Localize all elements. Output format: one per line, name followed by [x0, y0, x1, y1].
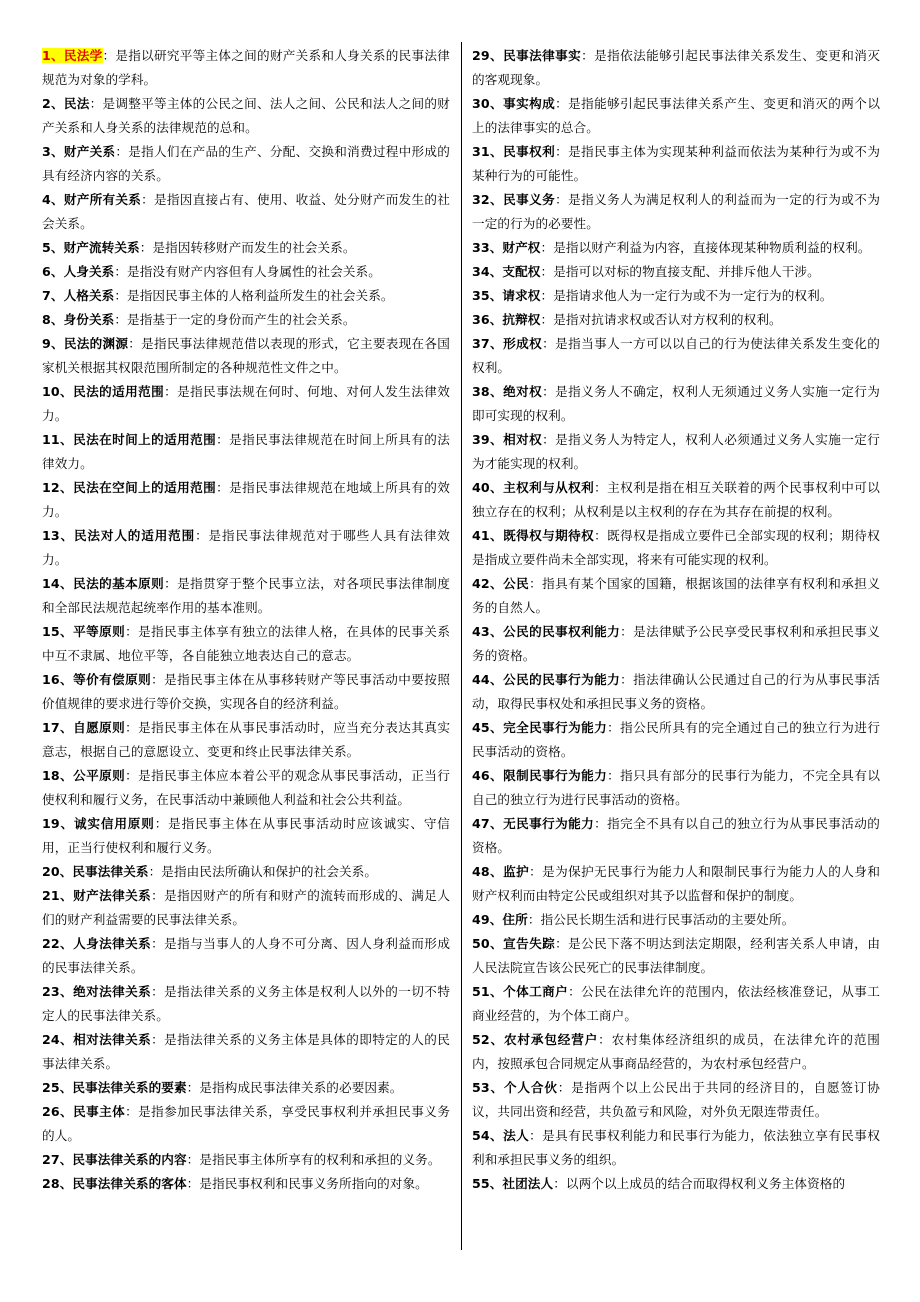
entry-number: 22、 — [42, 936, 74, 951]
entry-separator: ： — [553, 1176, 566, 1191]
entry-separator: ： — [557, 1080, 572, 1095]
definition-entry — [472, 764, 880, 812]
entry-separator: ： — [128, 336, 142, 351]
entry-term: 民法 — [63, 96, 90, 111]
entry-definition: 是指民事主体为实现某种利益而依法为某种行为或不为某种行为的可能性。 — [472, 144, 881, 183]
entry-definition: 是法律赋予公民享受民事权利和承担民事义务的资格。 — [472, 624, 880, 663]
entry-number: 13、 — [42, 528, 74, 543]
entry-definition: 是指义务人为满足权利人的利益而为一定的行为或不为一定的行为的必要性。 — [472, 192, 881, 231]
entry-term: 民法在空间上的适用范围 — [73, 480, 217, 495]
entry-number: 15、 — [42, 624, 74, 639]
entry-term: 个人合伙 — [503, 1080, 558, 1095]
entry-term: 完全民事行为能力 — [503, 720, 608, 735]
definition-entry — [42, 1100, 450, 1148]
entry-term: 无民事行为能力 — [503, 816, 595, 831]
entry-term: 财产关系 — [63, 144, 116, 159]
entry-separator: ： — [542, 432, 556, 447]
entry-term: 财产权 — [502, 240, 541, 255]
entry-definition: 是指对抗请求权或否认对方权利的权利。 — [553, 312, 782, 327]
entry-separator: ： — [540, 240, 554, 255]
definition-entry — [42, 188, 450, 236]
entry-number: 27、 — [42, 1152, 73, 1167]
entry-definition: 是指以财产利益为内容，直接体现某种物质利益的权利。 — [553, 240, 871, 255]
entry-definition: 是指法律关系的义务主体是权利人以外的一切不特定人的民事法律关系。 — [42, 984, 451, 1023]
entry-separator: ： — [529, 1128, 543, 1143]
entry-separator: ： — [620, 672, 634, 687]
entry-number: 24、 — [42, 1032, 74, 1047]
definition-entry — [42, 620, 450, 668]
entry-term: 公民 — [503, 576, 530, 591]
entry-separator: ： — [154, 816, 169, 831]
entry-term: 等价有偿原则 — [73, 672, 152, 687]
entry-definition: 是指请求他人为一定行为或不为一定行为的权利。 — [553, 288, 833, 303]
entry-definition: 是指与当事人的人身不可分离、因人身利益而形成的民事法律关系。 — [42, 936, 451, 975]
definition-entry — [42, 308, 450, 332]
definition-entry — [472, 44, 880, 92]
definition-entry — [472, 332, 880, 380]
entry-separator: ： — [151, 888, 165, 903]
entry-term: 既得权与期待权 — [503, 528, 595, 543]
entry-separator: ： — [195, 528, 209, 543]
entry-separator: ： — [594, 480, 608, 495]
entry-number: 39、 — [472, 432, 504, 447]
entry-term: 人身法律关系 — [73, 936, 152, 951]
entry-number: 17、 — [42, 720, 74, 735]
right-column — [472, 44, 880, 1196]
entry-term: 请求权 — [502, 288, 541, 303]
entry-definition: 是指依法能够引起民事法律关系发生、变更和消灭的客观现象。 — [472, 48, 881, 87]
definition-entry — [472, 716, 880, 764]
definition-entry — [42, 44, 450, 92]
definition-entry — [42, 932, 450, 980]
definition-entry — [42, 284, 450, 308]
entry-number: 46、 — [472, 768, 504, 783]
entry-definition: 是指能够引起民事法律关系产生、变更和消灭的两个以上的法律事实的总合。 — [472, 96, 881, 135]
entry-number: 9、 — [42, 336, 64, 351]
entry-separator: ： — [151, 936, 165, 951]
entry-definition: 是指法律关系的义务主体是具体的即特定的人的民事法律关系。 — [42, 1032, 451, 1071]
definition-entry — [472, 380, 880, 428]
definition-entry — [472, 668, 880, 716]
entry-separator: ： — [186, 1080, 200, 1095]
entry-number: 18、 — [42, 768, 74, 783]
entry-number: 26、 — [42, 1104, 74, 1119]
entry-definition: 是指因转移财产而发生的社会关系。 — [152, 240, 356, 255]
entry-separator: ： — [216, 480, 230, 495]
entry-term: 农村承包经营户 — [503, 1032, 599, 1047]
entry-separator: ： — [164, 384, 178, 399]
entry-term: 财产所有关系 — [63, 192, 142, 207]
entry-number: 31、 — [472, 144, 504, 159]
entry-number: 32、 — [472, 192, 504, 207]
entry-definition: 是指以研究平等主体之间的财产关系和人身关系的民事法律规范为对象的学科。 — [42, 48, 450, 87]
definition-entry — [42, 524, 450, 572]
entry-separator: ： — [114, 312, 128, 327]
entry-term: 个体工商户 — [503, 984, 569, 999]
entry-separator: ： — [594, 528, 608, 543]
entry-definition: 农村集体经济组织的成员，在法律允许的范围内，按照承包合同规定从事商品经营的，为农村承包经营户。 — [472, 1032, 881, 1071]
entry-definition: 是指民事主体在从事民事活动时应该诚实、守信用，正当行使权利和履行义务。 — [42, 816, 450, 855]
entry-separator: ： — [102, 48, 116, 63]
entry-number: 5、 — [42, 240, 64, 255]
entry-separator: ： — [216, 432, 230, 447]
entry-definition: 是指民事主体所享有的权利和承担的义务。 — [199, 1152, 441, 1167]
entry-number: 33、 — [472, 240, 503, 255]
entry-separator: ： — [568, 984, 582, 999]
entry-separator: ： — [151, 672, 165, 687]
entry-term: 民事主体 — [73, 1104, 126, 1119]
definition-entry — [42, 380, 450, 428]
definition-entry — [42, 668, 450, 716]
entry-term: 民法对人的适用范围 — [73, 528, 196, 543]
entry-definition: 是指因直接占有、使用、收益、处分财产而发生的社会关系。 — [42, 192, 450, 231]
entry-number: 36、 — [472, 312, 503, 327]
definition-entry — [42, 1148, 450, 1172]
entry-separator: ： — [151, 1032, 165, 1047]
entry-number: 44、 — [472, 672, 504, 687]
entry-separator: ： — [540, 264, 554, 279]
entry-number: 28、 — [42, 1176, 73, 1191]
entry-term: 民事法律关系的内容 — [72, 1152, 187, 1167]
entry-number: 51、 — [472, 984, 504, 999]
entry-number: 47、 — [472, 816, 504, 831]
definition-entry — [472, 980, 880, 1028]
definition-entry — [472, 92, 880, 140]
entry-separator: ： — [148, 864, 162, 879]
entry-separator: ： — [555, 144, 569, 159]
entry-definition: 是指因财产的所有和财产的流转而形成的、满足人们的财产利益需要的民事法律关系。 — [42, 888, 451, 927]
entry-separator: ： — [125, 1104, 139, 1119]
entry-number: 48、 — [472, 864, 504, 879]
entry-separator: ： — [89, 96, 103, 111]
entry-term: 宣告失踪 — [503, 936, 556, 951]
entry-number: 37、 — [472, 336, 504, 351]
entry-definition: 指公民所具有的完全通过自己的独立行为进行民事活动的资格。 — [472, 720, 881, 759]
entry-number: 6、 — [42, 264, 64, 279]
entry-number: 49、 — [472, 912, 503, 927]
entry-separator: ： — [115, 144, 129, 159]
entry-term: 支配权 — [502, 264, 541, 279]
definition-entry — [472, 188, 880, 236]
entry-term: 民事法律事实 — [503, 48, 582, 63]
entry-definition: 指完全不具有以自己的独立行为从事民事活动的资格。 — [472, 816, 881, 855]
entry-definition: 是指可以对标的物直接支配、并排斥他人干涉。 — [553, 264, 820, 279]
entry-number: 3、 — [42, 144, 64, 159]
entry-term: 身份关系 — [63, 312, 115, 327]
entry-term: 公平原则 — [73, 768, 126, 783]
definition-entry — [472, 932, 880, 980]
entry-separator: ： — [114, 264, 128, 279]
definition-entry — [42, 980, 450, 1028]
entry-term: 诚实信用原则 — [73, 816, 155, 831]
entry-term: 抗辩权 — [502, 312, 541, 327]
entry-separator: ： — [555, 192, 569, 207]
entry-number: 29、 — [472, 48, 504, 63]
entry-term: 公民的民事行为能力 — [503, 672, 621, 687]
definition-entry — [472, 284, 880, 308]
entry-separator: ： — [607, 720, 621, 735]
definition-entry — [42, 572, 450, 620]
definition-entry — [472, 524, 880, 572]
entry-number: 30、 — [472, 96, 504, 111]
entry-definition: 是为保护无民事行为能力人和限制民事行为能力人的人身和财产权利而由特定公民或组织对其予以监督和保护的制度。 — [472, 864, 881, 903]
entry-definition: 公民在法律允许的范围内，依法经核准登记，从事工商业经营的，为个体工商户。 — [472, 984, 881, 1023]
definition-entry — [42, 716, 450, 764]
entry-separator: ： — [594, 816, 608, 831]
entry-term: 人格关系 — [63, 288, 115, 303]
entry-separator: ： — [125, 720, 139, 735]
entry-definition: 是指基于一定的身份而产生的社会关系。 — [127, 312, 356, 327]
entry-number: 10、 — [42, 384, 74, 399]
entry-separator: ： — [607, 768, 621, 783]
entry-definition: 既得权是指成立要件已全部实现的权利；期待权是指成立要件尚未全部实现，将来有可能实现的权利。 — [472, 528, 881, 567]
entry-separator: ： — [540, 312, 554, 327]
entry-number: 1、 — [42, 48, 64, 63]
entry-term: 住所 — [502, 912, 528, 927]
entry-number: 40、 — [472, 480, 504, 495]
entry-term: 主权利与从权利 — [503, 480, 595, 495]
entry-definition: 是指人们在产品的生产、分配、交换和消费过程中形成的具有经济内容的关系。 — [42, 144, 450, 183]
entry-number: 21、 — [42, 888, 74, 903]
entry-separator: ： — [542, 336, 556, 351]
entry-number: 50、 — [472, 936, 504, 951]
entry-number: 53、 — [472, 1080, 504, 1095]
definition-entry — [42, 140, 450, 188]
definition-entry — [472, 1124, 880, 1172]
entry-definition: 是指民事主体应本着公平的观念从事民事活动，正当行使权利和履行义务，在民事活动中兼顾他人利益和社会公共利益。 — [42, 768, 451, 807]
entry-term: 民事法律关系 — [72, 864, 149, 879]
entry-number: 2、 — [42, 96, 64, 111]
entry-term: 民法的基本原则 — [73, 576, 165, 591]
entry-separator: ： — [555, 936, 569, 951]
definition-entry — [42, 764, 450, 812]
definition-entry — [472, 140, 880, 188]
entry-definition: 是指参加民事法律关系，享受民事权利并承担民事义务的人。 — [42, 1104, 451, 1143]
entry-definition: 是指民事法律规范在时间上所具有的法律效力。 — [42, 432, 450, 471]
entry-term: 相对权 — [503, 432, 543, 447]
entry-definition: 是调整平等主体的公民之间、法人之间、公民和法人之间的财产关系和人身关系的法律规范的总和。 — [42, 96, 450, 135]
definition-entry — [472, 860, 880, 908]
entry-number: 35、 — [472, 288, 503, 303]
entry-separator: ： — [186, 1176, 200, 1191]
entry-definition: 是指民事法规在何时、何地、对何人发生法律效力。 — [42, 384, 451, 423]
entry-definition: 是指民事权利和民事义务所指向的对象。 — [199, 1176, 428, 1191]
entry-term: 民法的适用范围 — [73, 384, 165, 399]
entry-number: 34、 — [472, 264, 503, 279]
definition-entry — [42, 332, 450, 380]
entry-definition: 是具有民事权利能力和民事行为能力，依法独立享有民事权利和承担民事义务的组织。 — [472, 1128, 881, 1167]
definition-entry — [472, 1076, 880, 1124]
entry-definition: 是指两个以上公民出于共同的经济目的，自愿签订协议，共同出资和经营，共负盈亏和风险，对外负无限连带责任。 — [472, 1080, 880, 1119]
entry-number: 25、 — [42, 1080, 73, 1095]
definition-entry — [42, 884, 450, 932]
entry-term: 民法学 — [63, 48, 103, 63]
entry-number: 4、 — [42, 192, 64, 207]
entry-term: 民事法律关系的客体 — [72, 1176, 187, 1191]
definition-entry — [42, 860, 450, 884]
entry-definition: 是指当事人一方可以以自己的行为使法律关系发生变化的权利。 — [472, 336, 881, 375]
entry-separator: ： — [620, 624, 634, 639]
entry-definition: 是指没有财产内容但有人身属性的社会关系。 — [127, 264, 381, 279]
entry-definition: 是指义务人为特定人，权利人必须通过义务人实施一定行为才能实现的权利。 — [472, 432, 881, 471]
entry-term: 形成权 — [503, 336, 543, 351]
entry-definition: 是指民事主体在从事民事活动时，应当充分表达其真实意志，根据自己的意愿设立、变更和终止民事法律关系。 — [42, 720, 451, 759]
entry-definition: 以两个以上成员的结合而取得权利义务主体资格的 — [565, 1176, 846, 1191]
entry-definition: 是公民下落不明达到法定期限，经利害关系人申请，由人民法院宣告该公民死亡的民事法律制度。 — [472, 936, 881, 975]
entry-number: 16、 — [42, 672, 74, 687]
definition-entry — [42, 236, 450, 260]
definition-entry — [42, 1076, 450, 1100]
entry-separator: ： — [581, 48, 595, 63]
entry-definition: 是指民事主体在从事移转财产等民事活动中要按照价值规律的要求进行等价交换，实现各自的经济利益。 — [42, 672, 451, 711]
entry-term: 事实构成 — [503, 96, 556, 111]
definition-entry — [472, 908, 880, 932]
entry-term: 公民的民事权利能力 — [503, 624, 621, 639]
entry-number: 52、 — [472, 1032, 504, 1047]
entry-definition: 是指由民法所确认和保护的社会关系。 — [161, 864, 378, 879]
entry-term: 平等原则 — [73, 624, 126, 639]
definition-entry — [42, 260, 450, 284]
entry-term: 民事权利 — [503, 144, 556, 159]
entry-term: 民法在时间上的适用范围 — [73, 432, 217, 447]
left-column — [42, 44, 450, 1196]
entry-definition: 是指民事法律规范对于哪些人具有法律效力。 — [42, 528, 451, 567]
definition-entry — [472, 476, 880, 524]
entry-definition: 是指民事主体享有独立的法律人格，在具体的民事关系中互不隶属、地位平等，各自能独立地表达自己的意志。 — [42, 624, 451, 663]
entry-term: 民法的渊源 — [63, 336, 129, 351]
entry-definition: 是指义务人不确定，权利人无须通过义务人实施一定行为即可实现的权利。 — [472, 384, 881, 423]
entry-number: 12、 — [42, 480, 74, 495]
entry-term: 人身关系 — [63, 264, 115, 279]
definition-entry — [42, 812, 450, 860]
entry-number: 11、 — [42, 432, 74, 447]
entry-definition: 是指贯穿于整个民事立法，对各项民事法律制度和全部民法规范起统率作用的基本准则。 — [42, 576, 451, 615]
entry-separator: ： — [527, 912, 541, 927]
entry-separator: ： — [141, 192, 155, 207]
definition-entry — [472, 308, 880, 332]
definition-entry — [472, 260, 880, 284]
entry-separator: ： — [555, 96, 569, 111]
definition-entry — [472, 812, 880, 860]
entry-term: 财产法律关系 — [73, 888, 152, 903]
entry-term: 绝对法律关系 — [73, 984, 152, 999]
definition-entry — [42, 428, 450, 476]
entry-definition: 是指构成民事法律关系的必要因素。 — [199, 1080, 403, 1095]
entry-number: 8、 — [42, 312, 64, 327]
entry-term: 民事法律关系的要素 — [72, 1080, 187, 1095]
definition-entry — [472, 620, 880, 668]
definition-entry — [42, 1172, 450, 1196]
entry-number: 45、 — [472, 720, 504, 735]
entry-definition: 是指民事法律规范在地域上所具有的效力。 — [42, 480, 450, 519]
definition-entry — [472, 1172, 880, 1196]
entry-definition: 指只具有部分的民事行为能力，不完全具有以自己的独立行为进行民事活动的资格。 — [472, 768, 881, 807]
entry-term: 社团法人 — [502, 1176, 554, 1191]
entry-number: 20、 — [42, 864, 73, 879]
entry-number: 23、 — [42, 984, 74, 999]
entry-term: 法人 — [503, 1128, 530, 1143]
entry-term: 限制民事行为能力 — [503, 768, 608, 783]
entry-number: 19、 — [42, 816, 74, 831]
entry-definition: 指公民长期生活和进行民事活动的主要处所。 — [540, 912, 795, 927]
entry-definition: 指具有某个国家的国籍，根据该国的法律享有权利和承担义务的自然人。 — [472, 576, 881, 615]
entry-term: 监护 — [503, 864, 530, 879]
entry-definition: 是指民事法律规范借以表现的形式，它主要表现在各国家机关根据其权限范围所制定的各种规范性文件之中。 — [42, 336, 450, 375]
entry-separator: ： — [125, 768, 139, 783]
definition-entry — [472, 1028, 880, 1076]
definition-entry — [42, 476, 450, 524]
entry-separator: ： — [529, 576, 543, 591]
entry-term: 民事义务 — [503, 192, 556, 207]
column-divider — [461, 42, 462, 1250]
definition-entry — [472, 236, 880, 260]
entry-separator: ： — [598, 1032, 612, 1047]
definition-entry — [42, 1028, 450, 1076]
entry-term: 自愿原则 — [73, 720, 126, 735]
entry-number: 14、 — [42, 576, 74, 591]
entry-separator: ： — [114, 288, 128, 303]
entry-term: 绝对权 — [503, 384, 543, 399]
entry-definition: 指法律确认公民通过自己的行为从事民事活动，取得民事权处和承担民事义务的资格。 — [472, 672, 880, 711]
entry-separator: ： — [139, 240, 153, 255]
entry-separator: ： — [151, 984, 165, 999]
definition-entry — [472, 572, 880, 620]
entry-separator: ： — [164, 576, 178, 591]
entry-separator: ： — [542, 384, 556, 399]
entry-term: 财产流转关系 — [63, 240, 140, 255]
entry-definition: 主权利是指在相互关联着的两个民事权利中可以独立存在的权利；从权利是以主权利的存在为其存在前提的权利。 — [472, 480, 881, 519]
entry-number: 55、 — [472, 1176, 503, 1191]
entry-number: 41、 — [472, 528, 504, 543]
entry-separator: ： — [125, 624, 139, 639]
entry-number: 54、 — [472, 1128, 504, 1143]
entry-separator: ： — [540, 288, 554, 303]
entry-number: 7、 — [42, 288, 64, 303]
entry-term: 相对法律关系 — [73, 1032, 152, 1047]
definition-entry — [42, 92, 450, 140]
entry-number: 43、 — [472, 624, 504, 639]
entry-number: 38、 — [472, 384, 504, 399]
entry-separator: ： — [186, 1152, 200, 1167]
entry-separator: ： — [529, 864, 543, 879]
entry-definition: 是指因民事主体的人格利益所发生的社会关系。 — [127, 288, 394, 303]
definition-entry — [472, 428, 880, 476]
entry-number: 42、 — [472, 576, 504, 591]
